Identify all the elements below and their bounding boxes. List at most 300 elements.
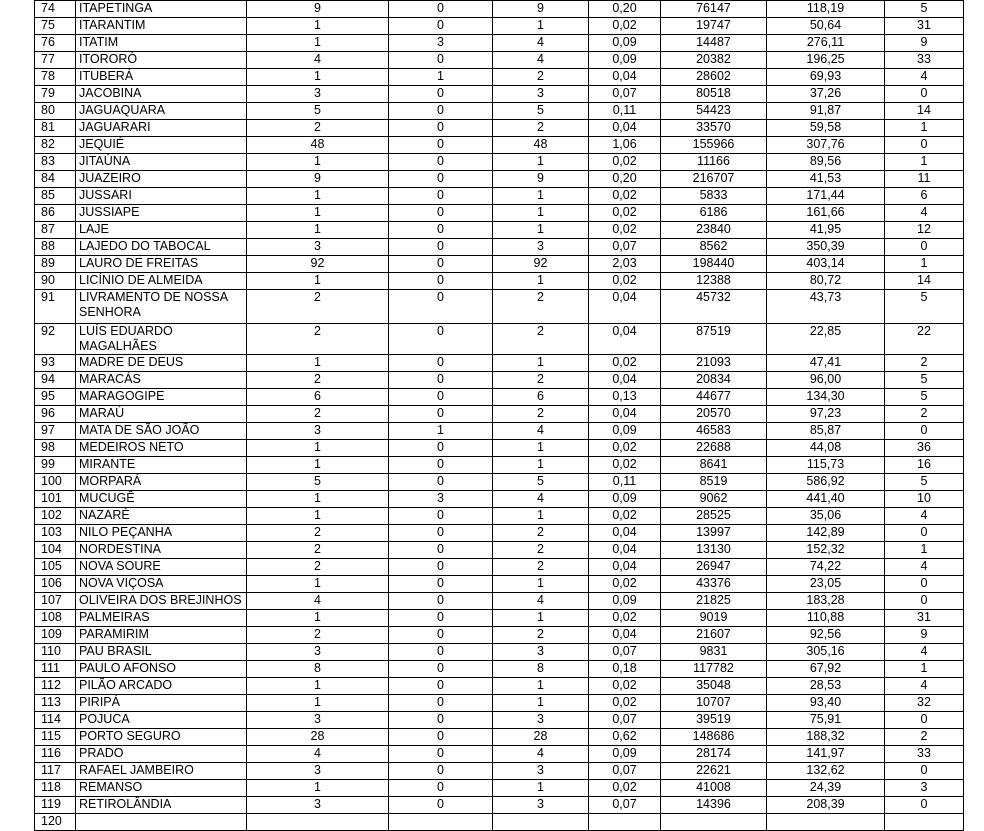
cell-rate: 37,26 <box>767 86 885 103</box>
cell-population: 20834 <box>661 372 767 389</box>
cell-rate: 183,28 <box>767 593 885 610</box>
cell-col-a: 1 <box>247 610 389 627</box>
cell-col-b: 0 <box>389 355 493 372</box>
cell-col-percent: 0,02 <box>589 18 661 35</box>
cell-col-b: 0 <box>389 678 493 695</box>
cell-col-percent: 0,04 <box>589 406 661 423</box>
cell-row-number: 114 <box>35 712 76 729</box>
table-row <box>35 644 964 661</box>
table-row <box>35 222 964 239</box>
cell-municipality-name: LAJEDO DO TABOCAL <box>76 239 247 256</box>
table-row <box>35 797 964 814</box>
cell-col-b: 0 <box>389 52 493 69</box>
cell-col-last: 5 <box>885 474 964 491</box>
cell-col-b: 0 <box>389 406 493 423</box>
cell-col-last: 5 <box>885 372 964 389</box>
cell-col-b: 3 <box>389 35 493 52</box>
table-body <box>35 0 964 831</box>
cell-col-b: 0 <box>389 137 493 154</box>
cell-col-b: 0 <box>389 154 493 171</box>
cell-col-a: 1 <box>247 440 389 457</box>
cell-rate: 41,95 <box>767 222 885 239</box>
cell-col-percent: 0,09 <box>589 491 661 508</box>
table-row <box>35 355 964 372</box>
cell-population: 22621 <box>661 763 767 780</box>
cell-col-b: 0 <box>389 290 493 324</box>
cell-rate: 132,62 <box>767 763 885 780</box>
cell-population: 8519 <box>661 474 767 491</box>
cell-col-a: 1 <box>247 780 389 797</box>
cell-col-b: 0 <box>389 1 493 18</box>
cell-col-last: 14 <box>885 103 964 120</box>
cell-row-number: 95 <box>35 389 76 406</box>
cell-rate: 350,39 <box>767 239 885 256</box>
table-row <box>35 763 964 780</box>
cell-municipality-name: MARAÚ <box>76 406 247 423</box>
cell-population: 198440 <box>661 256 767 273</box>
cell-col-c: 9 <box>493 171 589 188</box>
cell-col-percent: 0,02 <box>589 457 661 474</box>
cell-col-a: 1 <box>247 695 389 712</box>
cell-col-c: 4 <box>493 52 589 69</box>
cell-col-percent: 0,07 <box>589 644 661 661</box>
cell-row-number: 111 <box>35 661 76 678</box>
cell-col-b: 0 <box>389 780 493 797</box>
table-row <box>35 440 964 457</box>
cell-rate: 89,56 <box>767 154 885 171</box>
table-row <box>35 103 964 120</box>
cell-rate: 171,44 <box>767 188 885 205</box>
cell-rate: 22,85 <box>767 324 885 355</box>
cell-population: 28602 <box>661 69 767 86</box>
cell-rate: 93,40 <box>767 695 885 712</box>
table-row <box>35 559 964 576</box>
cell-col-c: 1 <box>493 154 589 171</box>
cell-row-number: 113 <box>35 695 76 712</box>
cell-col-percent: 0,07 <box>589 797 661 814</box>
cell-rate: 92,56 <box>767 627 885 644</box>
cell-population: 23840 <box>661 222 767 239</box>
cell-col-a: 9 <box>247 1 389 18</box>
cell-col-c: 1 <box>493 18 589 35</box>
cell-col-b: 0 <box>389 103 493 120</box>
cell-population: 21825 <box>661 593 767 610</box>
cell-population: 28174 <box>661 746 767 763</box>
cell-col-b: 0 <box>389 205 493 222</box>
cell-col-a: 1 <box>247 273 389 290</box>
cell-municipality-name: LICÍNIO DE ALMEIDA <box>76 273 247 290</box>
cell-rate: 403,14 <box>767 256 885 273</box>
cell-col-c: 3 <box>493 239 589 256</box>
cell-col-c: 1 <box>493 273 589 290</box>
table-row <box>35 256 964 273</box>
cell-row-number: 112 <box>35 678 76 695</box>
cell-col-percent: 2,03 <box>589 256 661 273</box>
cell-row-number: 89 <box>35 256 76 273</box>
cell-municipality-name: LUÍS EDUARDO MAGALHÃES <box>76 324 247 355</box>
cell-row-number: 120 <box>35 814 76 831</box>
cell-population: 155966 <box>661 137 767 154</box>
cell-col-percent: 0,62 <box>589 729 661 746</box>
cell-row-number: 90 <box>35 273 76 290</box>
cell-rate: 28,53 <box>767 678 885 695</box>
cell-rate: 134,30 <box>767 389 885 406</box>
cell-municipality-name: MUCUGÊ <box>76 491 247 508</box>
cell-municipality-name: PIRIPÁ <box>76 695 247 712</box>
cell-rate: 59,58 <box>767 120 885 137</box>
cell-col-c: 48 <box>493 137 589 154</box>
cell-population: 87519 <box>661 324 767 355</box>
cell-col-a: 2 <box>247 406 389 423</box>
cell-municipality-name: ITAPETINGA <box>76 1 247 18</box>
cell-municipality-name: PILÃO ARCADO <box>76 678 247 695</box>
cell-rate: 43,73 <box>767 290 885 324</box>
cell-municipality-name: OLIVEIRA DOS BREJINHOS <box>76 593 247 610</box>
cell-col-b: 0 <box>389 593 493 610</box>
cell-col-percent: 0,18 <box>589 661 661 678</box>
cell-rate: 161,66 <box>767 205 885 222</box>
cell-col-b: 0 <box>389 729 493 746</box>
cell-row-number: 81 <box>35 120 76 137</box>
cell-row-number: 79 <box>35 86 76 103</box>
cell-rate: 152,32 <box>767 542 885 559</box>
cell-population: 13997 <box>661 525 767 542</box>
cell-population: 148686 <box>661 729 767 746</box>
cell-municipality-name: PAU BRASIL <box>76 644 247 661</box>
cell-col-c: 2 <box>493 627 589 644</box>
cell-col-c: 1 <box>493 695 589 712</box>
cell-col-percent: 0,04 <box>589 525 661 542</box>
cell-municipality-name: ITARANTIM <box>76 18 247 35</box>
cell-population: 9831 <box>661 644 767 661</box>
table-row <box>35 86 964 103</box>
cell-col-percent: 0,02 <box>589 273 661 290</box>
cell-col-c: 2 <box>493 525 589 542</box>
cell-col-last: 0 <box>885 576 964 593</box>
cell-municipality-name: RAFAEL JAMBEIRO <box>76 763 247 780</box>
table-row <box>35 188 964 205</box>
cell-col-c: 1 <box>493 576 589 593</box>
cell-col-percent: 0,09 <box>589 35 661 52</box>
cell-col-last: 0 <box>885 712 964 729</box>
cell-col-b: 0 <box>389 559 493 576</box>
cell-municipality-name <box>76 814 247 831</box>
cell-col-b: 0 <box>389 239 493 256</box>
cell-population: 20570 <box>661 406 767 423</box>
cell-municipality-name: PAULO AFONSO <box>76 661 247 678</box>
cell-col-percent: 0,04 <box>589 324 661 355</box>
cell-col-last: 2 <box>885 355 964 372</box>
cell-col-c: 1 <box>493 205 589 222</box>
cell-col-b: 0 <box>389 525 493 542</box>
cell-col-last: 0 <box>885 797 964 814</box>
table-row <box>35 239 964 256</box>
cell-municipality-name: MARAGOGIPE <box>76 389 247 406</box>
cell-col-c: 3 <box>493 797 589 814</box>
cell-col-last: 4 <box>885 508 964 525</box>
cell-col-last: 31 <box>885 18 964 35</box>
table-row <box>35 780 964 797</box>
cell-rate: 96,00 <box>767 372 885 389</box>
cell-col-c: 5 <box>493 103 589 120</box>
cell-col-a: 3 <box>247 712 389 729</box>
cell-col-percent: 0,04 <box>589 559 661 576</box>
cell-col-c: 2 <box>493 324 589 355</box>
cell-row-number: 101 <box>35 491 76 508</box>
cell-population: 33570 <box>661 120 767 137</box>
cell-rate: 141,97 <box>767 746 885 763</box>
cell-rate: 118,19 <box>767 1 885 18</box>
table-row <box>35 69 964 86</box>
cell-municipality-name: NAZARÉ <box>76 508 247 525</box>
cell-col-c: 4 <box>493 491 589 508</box>
cell-col-a: 1 <box>247 491 389 508</box>
cell-municipality-name: NOVA SOURE <box>76 559 247 576</box>
table-row <box>35 661 964 678</box>
cell-population: 22688 <box>661 440 767 457</box>
cell-col-b: 0 <box>389 457 493 474</box>
cell-municipality-name: JAGUARARI <box>76 120 247 137</box>
cell-col-b: 0 <box>389 372 493 389</box>
cell-municipality-name: JUAZEIRO <box>76 171 247 188</box>
cell-col-percent: 1,06 <box>589 137 661 154</box>
cell-col-last: 0 <box>885 525 964 542</box>
cell-col-b: 0 <box>389 746 493 763</box>
cell-row-number: 78 <box>35 69 76 86</box>
cell-col-last: 1 <box>885 120 964 137</box>
cell-col-last: 36 <box>885 440 964 457</box>
cell-col-b: 0 <box>389 508 493 525</box>
cell-municipality-name: JAGUAQUARA <box>76 103 247 120</box>
cell-col-percent: 0,09 <box>589 423 661 440</box>
cell-col-last: 22 <box>885 324 964 355</box>
cell-col-a: 2 <box>247 559 389 576</box>
cell-col-a: 1 <box>247 35 389 52</box>
cell-col-last: 5 <box>885 290 964 324</box>
cell-col-a: 48 <box>247 137 389 154</box>
cell-col-b: 0 <box>389 763 493 780</box>
cell-col-b: 0 <box>389 120 493 137</box>
cell-col-last: 5 <box>885 389 964 406</box>
table-row <box>35 474 964 491</box>
cell-municipality-name: NOVA VIÇOSA <box>76 576 247 593</box>
cell-col-percent: 0,02 <box>589 576 661 593</box>
cell-col-c: 1 <box>493 440 589 457</box>
cell-rate: 586,92 <box>767 474 885 491</box>
cell-population: 21607 <box>661 627 767 644</box>
cell-rate: 23,05 <box>767 576 885 593</box>
cell-row-number: 106 <box>35 576 76 593</box>
cell-col-b: 1 <box>389 69 493 86</box>
cell-row-number: 119 <box>35 797 76 814</box>
cell-col-a: 1 <box>247 69 389 86</box>
cell-col-a: 2 <box>247 324 389 355</box>
cell-col-c <box>493 814 589 831</box>
cell-col-percent: 0,02 <box>589 678 661 695</box>
cell-col-c: 2 <box>493 290 589 324</box>
cell-col-last: 14 <box>885 273 964 290</box>
cell-row-number: 109 <box>35 627 76 644</box>
table-row <box>35 324 964 355</box>
cell-col-a <box>247 814 389 831</box>
cell-col-percent: 0,02 <box>589 610 661 627</box>
cell-population: 216707 <box>661 171 767 188</box>
cell-col-a: 5 <box>247 103 389 120</box>
cell-population: 6186 <box>661 205 767 222</box>
cell-col-last: 2 <box>885 406 964 423</box>
cell-col-b: 0 <box>389 440 493 457</box>
table-row <box>35 729 964 746</box>
table-row <box>35 290 964 324</box>
cell-municipality-name: POJUCA <box>76 712 247 729</box>
cell-row-number: 104 <box>35 542 76 559</box>
cell-col-percent: 0,04 <box>589 372 661 389</box>
table-row <box>35 542 964 559</box>
cell-col-percent: 0,09 <box>589 593 661 610</box>
cell-col-c: 1 <box>493 508 589 525</box>
cell-col-a: 1 <box>247 457 389 474</box>
cell-col-a: 2 <box>247 120 389 137</box>
cell-rate: 196,25 <box>767 52 885 69</box>
cell-population: 20382 <box>661 52 767 69</box>
cell-rate: 80,72 <box>767 273 885 290</box>
cell-col-percent: 0,02 <box>589 508 661 525</box>
cell-col-a: 3 <box>247 239 389 256</box>
cell-col-c: 2 <box>493 542 589 559</box>
cell-col-b: 3 <box>389 491 493 508</box>
cell-population: 21093 <box>661 355 767 372</box>
cell-row-number: 117 <box>35 763 76 780</box>
cell-col-last: 2 <box>885 729 964 746</box>
cell-municipality-name: JITAÚNA <box>76 154 247 171</box>
cell-row-number: 85 <box>35 188 76 205</box>
cell-rate: 35,06 <box>767 508 885 525</box>
cell-col-a: 3 <box>247 763 389 780</box>
cell-municipality-name: MARACÁS <box>76 372 247 389</box>
cell-col-b: 0 <box>389 171 493 188</box>
cell-col-percent: 0,20 <box>589 1 661 18</box>
cell-municipality-name: NILO PEÇANHA <box>76 525 247 542</box>
cell-col-c: 1 <box>493 222 589 239</box>
cell-col-percent: 0,07 <box>589 763 661 780</box>
cell-row-number: 87 <box>35 222 76 239</box>
cell-rate: 85,87 <box>767 423 885 440</box>
cell-col-a: 6 <box>247 389 389 406</box>
cell-col-c: 2 <box>493 406 589 423</box>
cell-col-last: 4 <box>885 678 964 695</box>
cell-col-c: 4 <box>493 423 589 440</box>
cell-rate: 188,32 <box>767 729 885 746</box>
cell-col-b: 0 <box>389 188 493 205</box>
cell-col-percent: 0,09 <box>589 52 661 69</box>
cell-population: 13130 <box>661 542 767 559</box>
table-row <box>35 576 964 593</box>
table-row <box>35 712 964 729</box>
cell-rate: 75,91 <box>767 712 885 729</box>
cell-col-c: 92 <box>493 256 589 273</box>
cell-row-number: 83 <box>35 154 76 171</box>
cell-col-a: 3 <box>247 86 389 103</box>
cell-row-number: 82 <box>35 137 76 154</box>
cell-row-number: 97 <box>35 423 76 440</box>
cell-municipality-name: MADRE DE DEUS <box>76 355 247 372</box>
cell-col-last: 1 <box>885 256 964 273</box>
cell-col-a: 1 <box>247 576 389 593</box>
cell-col-a: 1 <box>247 222 389 239</box>
cell-col-a: 4 <box>247 746 389 763</box>
cell-col-b: 0 <box>389 222 493 239</box>
cell-col-a: 3 <box>247 644 389 661</box>
cell-population: 11166 <box>661 154 767 171</box>
cell-col-a: 92 <box>247 256 389 273</box>
cell-population <box>661 814 767 831</box>
cell-col-c: 3 <box>493 644 589 661</box>
cell-col-c: 4 <box>493 35 589 52</box>
cell-population: 76147 <box>661 1 767 18</box>
cell-col-c: 5 <box>493 474 589 491</box>
cell-municipality-name: PRADO <box>76 746 247 763</box>
cell-col-b: 0 <box>389 389 493 406</box>
cell-col-c: 28 <box>493 729 589 746</box>
cell-row-number: 110 <box>35 644 76 661</box>
cell-col-a: 3 <box>247 797 389 814</box>
cell-row-number: 96 <box>35 406 76 423</box>
cell-population: 35048 <box>661 678 767 695</box>
cell-col-percent: 0,02 <box>589 205 661 222</box>
data-table <box>34 0 964 831</box>
cell-col-percent: 0,11 <box>589 103 661 120</box>
cell-population: 14487 <box>661 35 767 52</box>
cell-col-last: 1 <box>885 542 964 559</box>
cell-col-percent: 0,02 <box>589 355 661 372</box>
cell-col-c: 3 <box>493 712 589 729</box>
cell-col-last: 4 <box>885 69 964 86</box>
cell-col-a: 8 <box>247 661 389 678</box>
cell-rate: 24,39 <box>767 780 885 797</box>
cell-row-number: 86 <box>35 205 76 222</box>
cell-col-b: 1 <box>389 423 493 440</box>
cell-col-percent: 0,02 <box>589 695 661 712</box>
cell-municipality-name: PARAMIRIM <box>76 627 247 644</box>
cell-municipality-name: LAJE <box>76 222 247 239</box>
cell-col-a: 2 <box>247 290 389 324</box>
cell-col-percent: 0,20 <box>589 171 661 188</box>
table-row <box>35 746 964 763</box>
cell-col-percent: 0,02 <box>589 154 661 171</box>
table-row <box>35 273 964 290</box>
cell-municipality-name: NORDESTINA <box>76 542 247 559</box>
cell-row-number: 88 <box>35 239 76 256</box>
cell-col-b: 0 <box>389 256 493 273</box>
cell-municipality-name: ITORORÓ <box>76 52 247 69</box>
cell-col-last: 0 <box>885 763 964 780</box>
cell-col-a: 2 <box>247 542 389 559</box>
cell-rate: 67,92 <box>767 661 885 678</box>
cell-col-last: 32 <box>885 695 964 712</box>
table-row <box>35 695 964 712</box>
cell-population: 117782 <box>661 661 767 678</box>
cell-col-percent: 0,04 <box>589 542 661 559</box>
cell-municipality-name: RETIROLÂNDIA <box>76 797 247 814</box>
cell-row-number: 80 <box>35 103 76 120</box>
cell-col-c: 2 <box>493 372 589 389</box>
cell-population: 14396 <box>661 797 767 814</box>
cell-rate: 47,41 <box>767 355 885 372</box>
cell-col-b: 0 <box>389 273 493 290</box>
cell-col-last: 0 <box>885 593 964 610</box>
cell-municipality-name: JUSSARI <box>76 188 247 205</box>
cell-row-number: 105 <box>35 559 76 576</box>
